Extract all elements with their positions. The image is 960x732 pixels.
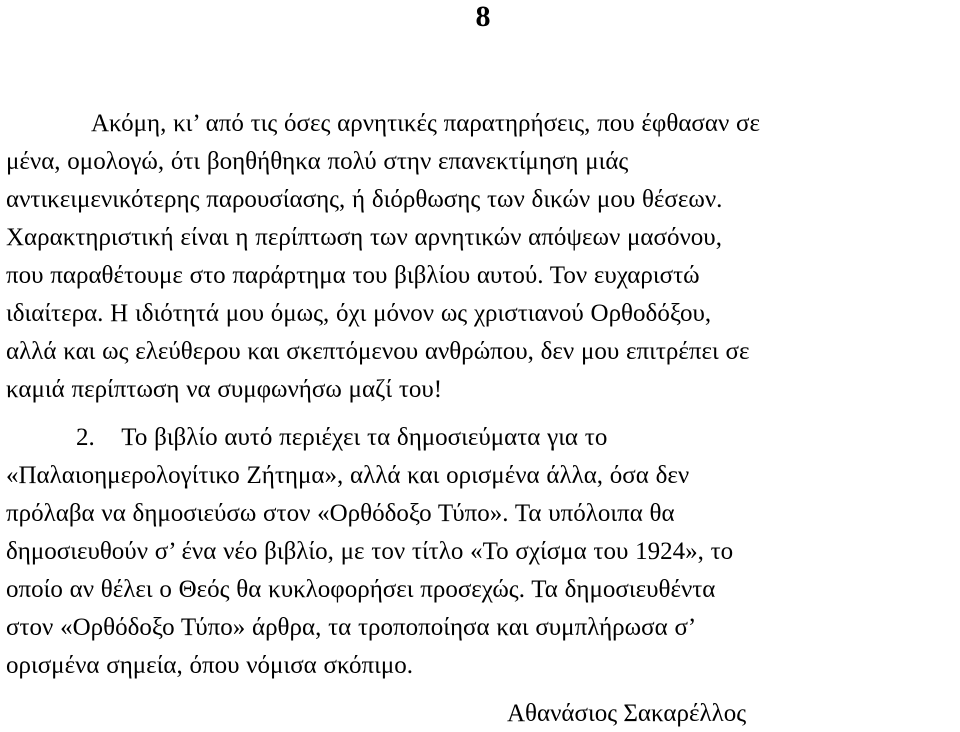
text-line: που παραθέτουμε στο παράρτημα του βιβλίου αυτού. Τον ευχαριστώ bbox=[6, 262, 700, 289]
page-number: 8 bbox=[475, 0, 491, 33]
text-line: Χαρακτηριστική είναι η περίπτωση των αρνητικών απόψεων μασόνου, bbox=[6, 224, 722, 251]
text-line: αντικειμενικότερης παρουσίασης, ή διόρθωσης των δικών μου θέσεων. bbox=[6, 186, 723, 213]
text-line: ιδιαίτερα. Η ιδιότητά μου όμως, όχι μόνον ως χριστιανού Ορθοδόξου, bbox=[6, 300, 712, 327]
text-line: «Παλαιοημερολογίτικο Ζήτημα», αλλά και ορισμένα άλλα, όσα δεν bbox=[6, 462, 690, 489]
text-line: οποίο αν θέλει ο Θεός θα κυκλοφορήσει προσεχώς. Τα δημοσιευθέντα bbox=[6, 576, 716, 603]
text-line: πρόλαβα να δημοσιεύσω στον «Ορθόδοξο Τύπο». Τα υπόλοιπα θα bbox=[6, 500, 675, 527]
text-line: μένα, ομολογώ, ότι βοηθήθηκα πολύ στην επανεκτίμηση μιάς bbox=[6, 148, 629, 175]
text-line: καμιά περίπτωση να συμφωνήσω μαζί του! bbox=[6, 376, 443, 403]
author-signature: Αθανάσιος Σακαρέλλος bbox=[507, 700, 747, 727]
text-line: Ακόμη, κι’ από τις όσες αρνητικές παρατηρήσεις, που έφθασαν σε bbox=[91, 110, 761, 137]
text-line: 2. Το βιβλίο αυτό περιέχει τα δημοσιεύματα για το bbox=[76, 424, 608, 451]
text-line: δημοσιευθούν σ’ ένα νέο βιβλίο, με τον τίτλο «Το σχίσμα του 1924», το bbox=[6, 538, 734, 565]
text-line: αλλά και ως ελεύθερου και σκεπτόμενου ανθρώπου, δεν μου επιτρέπει σε bbox=[6, 338, 750, 365]
text-line: στον «Ορθόδοξο Τύπο» άρθρα, τα τροποποίησα και συμπλήρωσα σ’ bbox=[6, 614, 697, 641]
text-line: ορισμένα σημεία, όπου νόμισα σκόπιμο. bbox=[6, 652, 414, 679]
